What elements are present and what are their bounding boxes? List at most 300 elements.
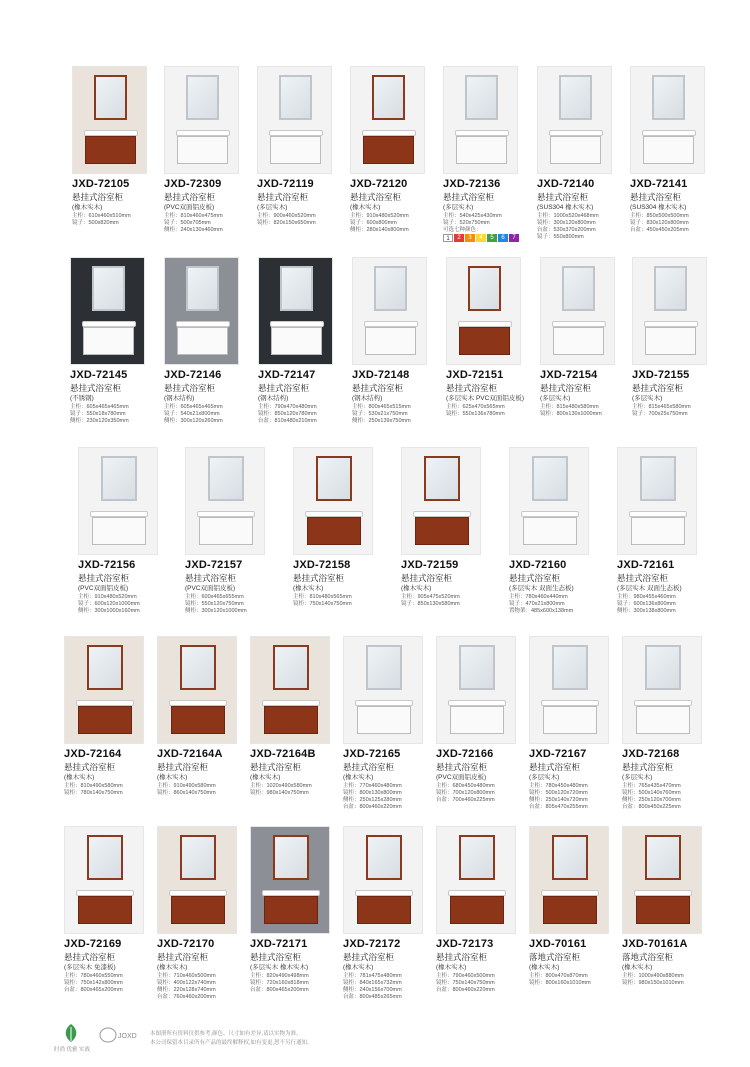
certification-badge-icon bbox=[98, 1026, 138, 1044]
color-swatches bbox=[443, 234, 519, 242]
product-type: 悬挂式浴室柜 bbox=[436, 952, 488, 962]
product-type: 悬挂式浴室柜 bbox=[72, 192, 124, 202]
product-model: JXD-72170 bbox=[157, 938, 215, 950]
product-spec: 主柜：1000x520x468mm bbox=[537, 213, 599, 219]
product-card bbox=[630, 66, 705, 246]
product-photo bbox=[622, 826, 702, 934]
product-type: 悬挂式浴室柜 bbox=[632, 383, 684, 393]
product-spec: 主柜：810x490x580mm bbox=[64, 783, 123, 789]
product-photo bbox=[293, 447, 373, 555]
product-type: 悬挂式浴室柜 bbox=[258, 383, 310, 393]
product-type: 悬挂式浴室柜 bbox=[64, 762, 116, 772]
product-card bbox=[622, 636, 702, 816]
product-spec: 镜柜：700x120x800mm bbox=[436, 790, 495, 796]
mirror-illustration bbox=[316, 456, 351, 501]
cabinet-illustration bbox=[456, 136, 507, 164]
product-model: JXD-72165 bbox=[343, 748, 401, 760]
product-model: JXD-72169 bbox=[64, 938, 122, 950]
product-photo bbox=[446, 257, 521, 365]
product-model: JXD-72140 bbox=[537, 178, 595, 190]
product-card bbox=[250, 636, 330, 816]
cabinet-illustration bbox=[85, 136, 136, 164]
cabinet-illustration bbox=[450, 896, 504, 924]
product-material: (多层实木) bbox=[529, 774, 560, 781]
product-type: 悬挂式浴室柜 bbox=[157, 762, 209, 772]
product-type: 悬挂式浴室柜 bbox=[436, 762, 488, 772]
product-type: 悬挂式浴室柜 bbox=[185, 573, 237, 583]
mirror-illustration bbox=[459, 835, 494, 880]
product-spec: 侧柜：240x130x460mm bbox=[164, 227, 223, 233]
product-photo bbox=[72, 66, 147, 174]
product-card bbox=[436, 826, 516, 1006]
disclaimer-line-1: 本图册所有资料仅供参考,颜色、尺寸如有差异,请以实物为准。 bbox=[150, 1031, 302, 1037]
product-spec: 镜柜：550x136x780mm bbox=[446, 411, 505, 417]
product-material: (橡木实木) bbox=[343, 774, 374, 781]
mirror-illustration bbox=[468, 266, 501, 311]
product-photo bbox=[64, 826, 144, 934]
product-spec: 台盆：800x485x265mm bbox=[343, 994, 402, 1000]
product-spec: 侧柜：220x128x740mm bbox=[157, 987, 216, 993]
product-card bbox=[509, 447, 589, 627]
product-spec: 镜柜：750x142x800mm bbox=[64, 980, 123, 986]
product-spec: 镜柜：300x120x800mm bbox=[537, 220, 596, 226]
product-spec: 主柜：1020x490x580mm bbox=[250, 783, 312, 789]
product-spec: 台盆：760x460x200mm bbox=[157, 994, 216, 1000]
mirror-illustration bbox=[180, 645, 215, 690]
product-material: (多层实木 双面生态板) bbox=[509, 585, 574, 592]
product-photo bbox=[509, 447, 589, 555]
product-photo bbox=[343, 826, 423, 934]
mirror-illustration bbox=[92, 266, 125, 311]
cabinet-illustration bbox=[357, 896, 411, 924]
product-spec: 镜子：550x18x780mm bbox=[70, 411, 126, 417]
product-photo bbox=[537, 66, 612, 174]
product-type: 悬挂式浴室柜 bbox=[509, 573, 561, 583]
product-photo bbox=[617, 447, 697, 555]
product-spec: 主柜：910x490x580mm bbox=[157, 783, 216, 789]
product-material: (橡木实木) bbox=[343, 964, 374, 971]
cabinet-illustration bbox=[645, 327, 696, 355]
product-type: 悬挂式浴室柜 bbox=[446, 383, 498, 393]
product-card bbox=[617, 447, 697, 627]
cabinet-illustration bbox=[171, 896, 225, 924]
product-type: 悬挂式浴室柜 bbox=[352, 383, 404, 393]
product-material: (PVC双面铝皮板) bbox=[164, 204, 215, 211]
product-spec: 主柜：980x455x460mm bbox=[617, 594, 676, 600]
product-spec: 侧柜：300x1000x160mm bbox=[78, 608, 140, 614]
product-model: JXD-72164A bbox=[157, 748, 223, 760]
product-type: 悬挂式浴室柜 bbox=[350, 192, 402, 202]
product-spec: 镜柜：500x120x720mm bbox=[529, 790, 588, 796]
product-model: JXD-72136 bbox=[443, 178, 501, 190]
product-spec: 台盆：800x465x200mm bbox=[250, 987, 309, 993]
product-card bbox=[343, 826, 423, 1006]
product-model: JXD-72164 bbox=[64, 748, 122, 760]
product-card bbox=[293, 447, 373, 627]
color-swatch: 3 bbox=[465, 234, 475, 242]
cabinet-illustration bbox=[78, 896, 132, 924]
cabinet-illustration bbox=[415, 517, 469, 545]
product-material: (多层实木) bbox=[443, 204, 474, 211]
cabinet-illustration bbox=[363, 136, 414, 164]
product-spec: 镜柜：400x122x740mm bbox=[157, 980, 216, 986]
product-model: JXD-72157 bbox=[185, 559, 243, 571]
product-card bbox=[157, 826, 237, 1006]
product-material: (多层实木) bbox=[632, 395, 663, 402]
product-material: (多层实木) bbox=[257, 204, 288, 211]
mirror-illustration bbox=[374, 266, 407, 311]
mirror-illustration bbox=[645, 645, 680, 690]
cabinet-illustration bbox=[177, 327, 228, 355]
mirror-illustration bbox=[101, 456, 136, 501]
product-photo bbox=[436, 826, 516, 934]
product-card bbox=[164, 257, 239, 437]
product-card bbox=[401, 447, 481, 627]
cabinet-illustration bbox=[357, 706, 411, 734]
product-spec: 台盆：530x370x200mm bbox=[537, 227, 596, 233]
product-spec: 主柜：1000x490x880mm bbox=[622, 973, 684, 979]
product-spec: 台盆：800x450x225mm bbox=[622, 804, 681, 810]
product-spec: 侧柜：230x120x350mm bbox=[70, 418, 129, 424]
brand-mark: JOXD bbox=[118, 1033, 137, 1040]
product-type: 悬挂式浴室柜 bbox=[540, 383, 592, 393]
product-spec: 主柜：680x450x480mm bbox=[436, 783, 495, 789]
product-type: 悬挂式浴室柜 bbox=[257, 192, 309, 202]
product-model: JXD-72141 bbox=[630, 178, 688, 190]
product-model: JXD-72147 bbox=[258, 369, 316, 381]
product-model: JXD-72161 bbox=[617, 559, 675, 571]
mirror-illustration bbox=[652, 75, 685, 120]
product-spec: 主柜：910x480x520mm bbox=[78, 594, 137, 600]
product-photo bbox=[436, 636, 516, 744]
product-material: (多层实木) bbox=[622, 774, 653, 781]
product-material: (橡木实木) bbox=[250, 774, 281, 781]
product-card bbox=[164, 66, 239, 246]
product-material: (橡木实木) bbox=[529, 964, 560, 971]
product-material: (橡木实木) bbox=[157, 774, 188, 781]
product-photo bbox=[157, 826, 237, 934]
mirror-illustration bbox=[465, 75, 498, 120]
product-type: 悬挂式浴室柜 bbox=[64, 952, 116, 962]
mirror-illustration bbox=[186, 75, 219, 120]
product-photo bbox=[250, 636, 330, 744]
product-photo bbox=[352, 257, 427, 365]
product-spec: 镜柜：550x120x750mm bbox=[185, 601, 244, 607]
product-card bbox=[72, 66, 147, 246]
color-swatch: 1 bbox=[443, 234, 453, 242]
mirror-illustration bbox=[94, 75, 127, 120]
product-type: 悬挂式浴室柜 bbox=[250, 762, 302, 772]
cabinet-illustration bbox=[550, 136, 601, 164]
product-spec: 镜柜：720x160x818mm bbox=[250, 980, 309, 986]
product-spec: 镜子：600x800mm bbox=[350, 220, 397, 226]
product-type: 落地式浴室柜 bbox=[529, 952, 581, 962]
color-swatch: 2 bbox=[454, 234, 464, 242]
cabinet-illustration bbox=[636, 706, 690, 734]
product-spec: 侧柜：300x120x260mm bbox=[164, 418, 223, 424]
product-spec: 镜柜：800x130x800mm bbox=[343, 790, 402, 796]
product-spec: 置物架：485x600x138mm bbox=[509, 608, 574, 614]
product-model: JXD-72172 bbox=[343, 938, 401, 950]
product-type: 悬挂式浴室柜 bbox=[164, 383, 216, 393]
product-model: JXD-72154 bbox=[540, 369, 598, 381]
product-spec: 镜柜：500x140x760mm bbox=[622, 790, 681, 796]
product-material: (钢木结构) bbox=[164, 395, 195, 402]
product-photo bbox=[164, 66, 239, 174]
product-model: JXD-72148 bbox=[352, 369, 410, 381]
product-type: 悬挂式浴室柜 bbox=[617, 573, 669, 583]
product-card bbox=[157, 636, 237, 816]
product-material: (钢木结构) bbox=[258, 395, 289, 402]
mirror-illustration bbox=[273, 835, 308, 880]
product-spec: 主柜：800x470x870mm bbox=[529, 973, 588, 979]
product-spec: 主柜：600x465x655mm bbox=[185, 594, 244, 600]
product-photo bbox=[78, 447, 158, 555]
product-model: JXD-72309 bbox=[164, 178, 222, 190]
product-card bbox=[70, 257, 145, 437]
product-spec: 镜柜：840x165x732mm bbox=[343, 980, 402, 986]
product-spec: 镜子：850x130x580mm bbox=[401, 601, 460, 607]
product-spec: 台盆：800x460x220mm bbox=[436, 987, 495, 993]
product-type: 悬挂式浴室柜 bbox=[443, 192, 495, 202]
product-spec: 镜子：600x120x1000mm bbox=[78, 601, 140, 607]
product-model: JXD-70161 bbox=[529, 938, 587, 950]
cabinet-illustration bbox=[365, 327, 416, 355]
product-spec: 镜柜：980x140x750mm bbox=[250, 790, 309, 796]
product-spec: 镜子：540x21x800mm bbox=[164, 411, 220, 417]
mirror-illustration bbox=[87, 835, 122, 880]
product-spec: 镜柜：820x150x650mm bbox=[257, 220, 316, 226]
product-type: 悬挂式浴室柜 bbox=[401, 573, 453, 583]
product-spec: 可选七种颜色： bbox=[443, 227, 482, 233]
product-spec: 台盆：700x460x225mm bbox=[436, 797, 495, 803]
product-spec: 主柜：790x470x480mm bbox=[258, 404, 317, 410]
product-photo bbox=[343, 636, 423, 744]
product-type: 悬挂式浴室柜 bbox=[630, 192, 682, 202]
product-photo bbox=[157, 636, 237, 744]
product-card bbox=[64, 826, 144, 1006]
product-model: JXD-72167 bbox=[529, 748, 587, 760]
cabinet-illustration bbox=[177, 136, 228, 164]
mirror-illustration bbox=[532, 456, 567, 501]
product-spec: 侧柜：240x156x700mm bbox=[343, 987, 402, 993]
product-material: (多层实木 双面生态板) bbox=[617, 585, 682, 592]
product-spec: 主柜：625x470x565mm bbox=[446, 404, 505, 410]
product-model: JXD-72146 bbox=[164, 369, 222, 381]
product-spec: 侧柜：300x120x1000mm bbox=[185, 608, 247, 614]
product-spec: 主柜：781x475x480mm bbox=[343, 973, 402, 979]
product-photo bbox=[622, 636, 702, 744]
product-material: (橡木实木) bbox=[401, 585, 432, 592]
product-material: (橡木实木) bbox=[436, 964, 467, 971]
product-material: (不锈钢) bbox=[70, 395, 94, 402]
mirror-illustration bbox=[459, 645, 494, 690]
product-card bbox=[529, 826, 609, 1006]
product-card bbox=[622, 826, 702, 1006]
product-type: 悬挂式浴室柜 bbox=[622, 762, 674, 772]
mirror-illustration bbox=[559, 75, 592, 120]
color-swatch: 6 bbox=[498, 234, 508, 242]
cabinet-illustration bbox=[523, 517, 577, 545]
product-spec: 侧柜：250x125x280mm bbox=[343, 797, 402, 803]
product-type: 悬挂式浴室柜 bbox=[78, 573, 130, 583]
product-spec: 侧柜：300x138x800mm bbox=[617, 608, 676, 614]
product-material: (多层实木 橡木实木) bbox=[250, 964, 309, 971]
product-photo bbox=[250, 826, 330, 934]
product-spec: 主柜：810x480x565mm bbox=[293, 594, 352, 600]
cabinet-illustration bbox=[78, 706, 132, 734]
cabinet-illustration bbox=[270, 136, 321, 164]
product-model: JXD-72159 bbox=[401, 559, 459, 571]
product-model: JXD-72160 bbox=[509, 559, 567, 571]
product-spec: 主柜：605x465x465mm bbox=[70, 404, 129, 410]
product-spec: 主柜：820x490x498mm bbox=[250, 973, 309, 979]
product-card bbox=[78, 447, 158, 627]
product-card bbox=[446, 257, 524, 437]
product-photo bbox=[540, 257, 615, 365]
product-card bbox=[257, 66, 332, 246]
product-spec: 镜柜：780x140x750mm bbox=[64, 790, 123, 796]
mirror-illustration bbox=[552, 835, 587, 880]
cabinet-illustration bbox=[83, 327, 134, 355]
cabinet-illustration bbox=[171, 706, 225, 734]
product-spec: 镜柜：800x130x1000mm bbox=[540, 411, 602, 417]
color-swatch: 4 bbox=[476, 234, 486, 242]
product-spec: 镜柜：750x140x750mm bbox=[436, 980, 495, 986]
product-card bbox=[343, 636, 423, 816]
product-spec: 镜子：550x800mm bbox=[537, 234, 584, 240]
product-spec: 镜柜：800x160x1010mm bbox=[529, 980, 591, 986]
product-spec: 镜子：500x705mm bbox=[164, 220, 211, 226]
product-photo bbox=[258, 257, 333, 365]
product-photo bbox=[632, 257, 707, 365]
mirror-illustration bbox=[645, 835, 680, 880]
certification-logo bbox=[98, 1026, 138, 1044]
product-spec: 镜子：700x25x750mm bbox=[632, 411, 688, 417]
product-spec: 主柜：780x460x440mm bbox=[509, 594, 568, 600]
product-spec: 镜子：530x21x750mm bbox=[352, 411, 408, 417]
mirror-illustration bbox=[366, 645, 401, 690]
product-spec: 台盆：800x465x200mm bbox=[64, 987, 123, 993]
product-spec: 主柜：900x460x520mm bbox=[257, 213, 316, 219]
product-type: 悬挂式浴室柜 bbox=[343, 952, 395, 962]
mirror-illustration bbox=[424, 456, 459, 501]
brand-logo bbox=[60, 1022, 82, 1044]
product-photo bbox=[529, 636, 609, 744]
product-spec: 主柜：765x435x470mm bbox=[622, 783, 681, 789]
product-spec: 侧柜：280x140x800mm bbox=[350, 227, 409, 233]
product-spec: 镜子：520x750mm bbox=[443, 220, 490, 226]
mirror-illustration bbox=[562, 266, 595, 311]
product-card bbox=[436, 636, 516, 816]
product-spec: 侧柜：250x120x700mm bbox=[622, 797, 681, 803]
product-photo bbox=[64, 636, 144, 744]
product-photo bbox=[443, 66, 518, 174]
product-material: (橡木实木) bbox=[72, 204, 103, 211]
product-spec: 主柜：780x460x550mm bbox=[64, 973, 123, 979]
product-spec: 台盆：810x480x210mm bbox=[258, 418, 317, 424]
product-card bbox=[537, 66, 612, 246]
product-type: 悬挂式浴室柜 bbox=[70, 383, 122, 393]
product-spec: 主柜：815x480x580mm bbox=[540, 404, 599, 410]
product-material: (多层实木 免漆板) bbox=[64, 964, 116, 971]
product-spec: 台盆：805x470x255mm bbox=[529, 804, 588, 810]
mirror-illustration bbox=[280, 266, 313, 311]
product-material: (橡木实木) bbox=[622, 964, 653, 971]
cabinet-illustration bbox=[264, 896, 318, 924]
cabinet-illustration bbox=[264, 706, 318, 734]
product-photo bbox=[529, 826, 609, 934]
product-spec: 镜子：500x820mm bbox=[72, 220, 119, 226]
product-type: 悬挂式浴室柜 bbox=[343, 762, 395, 772]
cabinet-illustration bbox=[553, 327, 604, 355]
product-card bbox=[529, 636, 609, 816]
product-card bbox=[64, 636, 144, 816]
mirror-illustration bbox=[87, 645, 122, 690]
product-material: (SUS304 橡木实木) bbox=[537, 204, 594, 211]
product-type: 悬挂式浴室柜 bbox=[529, 762, 581, 772]
cabinet-illustration bbox=[450, 706, 504, 734]
product-spec: 镜柜：750x140x750mm bbox=[293, 601, 352, 607]
cabinet-illustration bbox=[459, 327, 510, 355]
product-card bbox=[258, 257, 333, 437]
product-spec: 主柜：605x465x465mm bbox=[164, 404, 223, 410]
color-swatch: 7 bbox=[509, 234, 519, 242]
product-model: JXD-72164B bbox=[250, 748, 316, 760]
product-card bbox=[250, 826, 330, 1006]
cabinet-illustration bbox=[543, 706, 597, 734]
product-spec: 主柜：790x460x500mm bbox=[436, 973, 495, 979]
product-material: (橡木实木) bbox=[293, 585, 324, 592]
product-material: (PVC双面铝皮板) bbox=[78, 585, 129, 592]
product-photo bbox=[401, 447, 481, 555]
product-spec: 主柜：780x450x480mm bbox=[529, 783, 588, 789]
product-type: 落地式浴室柜 bbox=[622, 952, 674, 962]
cabinet-illustration bbox=[92, 517, 146, 545]
product-photo bbox=[164, 257, 239, 365]
product-photo bbox=[70, 257, 145, 365]
product-model: JXD-72155 bbox=[632, 369, 690, 381]
product-spec: 主柜：910x480x520mm bbox=[350, 213, 409, 219]
cabinet-illustration bbox=[199, 517, 253, 545]
logo-caption: 时尚 优雅 实战 bbox=[54, 1047, 91, 1053]
product-model: JXD-72120 bbox=[350, 178, 408, 190]
mirror-illustration bbox=[186, 266, 219, 311]
product-material: (PVC双面铝皮板) bbox=[436, 774, 487, 781]
product-spec: 镜柜：860x140x750mm bbox=[157, 790, 216, 796]
product-card bbox=[443, 66, 518, 246]
product-spec: 镜子：470x21x800mm bbox=[509, 601, 565, 607]
mirror-illustration bbox=[180, 835, 215, 880]
mirror-illustration bbox=[552, 645, 587, 690]
product-type: 悬挂式浴室柜 bbox=[164, 192, 216, 202]
product-material: (多层实木 PVC双面铝皮板) bbox=[446, 395, 524, 402]
product-spec: 镜柜：980x150x1010mm bbox=[622, 980, 684, 986]
product-model: JXD-72168 bbox=[622, 748, 680, 760]
product-card bbox=[352, 257, 427, 437]
product-material: (橡木实木) bbox=[350, 204, 381, 211]
product-model: JXD-70161A bbox=[622, 938, 688, 950]
product-card bbox=[632, 257, 707, 437]
product-material: (橡木实木) bbox=[157, 964, 188, 971]
mirror-illustration bbox=[279, 75, 312, 120]
color-swatch: 5 bbox=[487, 234, 497, 242]
product-spec: 主柜：610x460x510mm bbox=[72, 213, 131, 219]
product-material: (SUS304 橡木实木) bbox=[630, 204, 687, 211]
cabinet-illustration bbox=[271, 327, 322, 355]
product-model: JXD-72145 bbox=[70, 369, 128, 381]
disclaimer-line-2: 本公司保留本目录所有产品的最终解释权,如有变更,恕不另行通知。 bbox=[150, 1040, 313, 1046]
